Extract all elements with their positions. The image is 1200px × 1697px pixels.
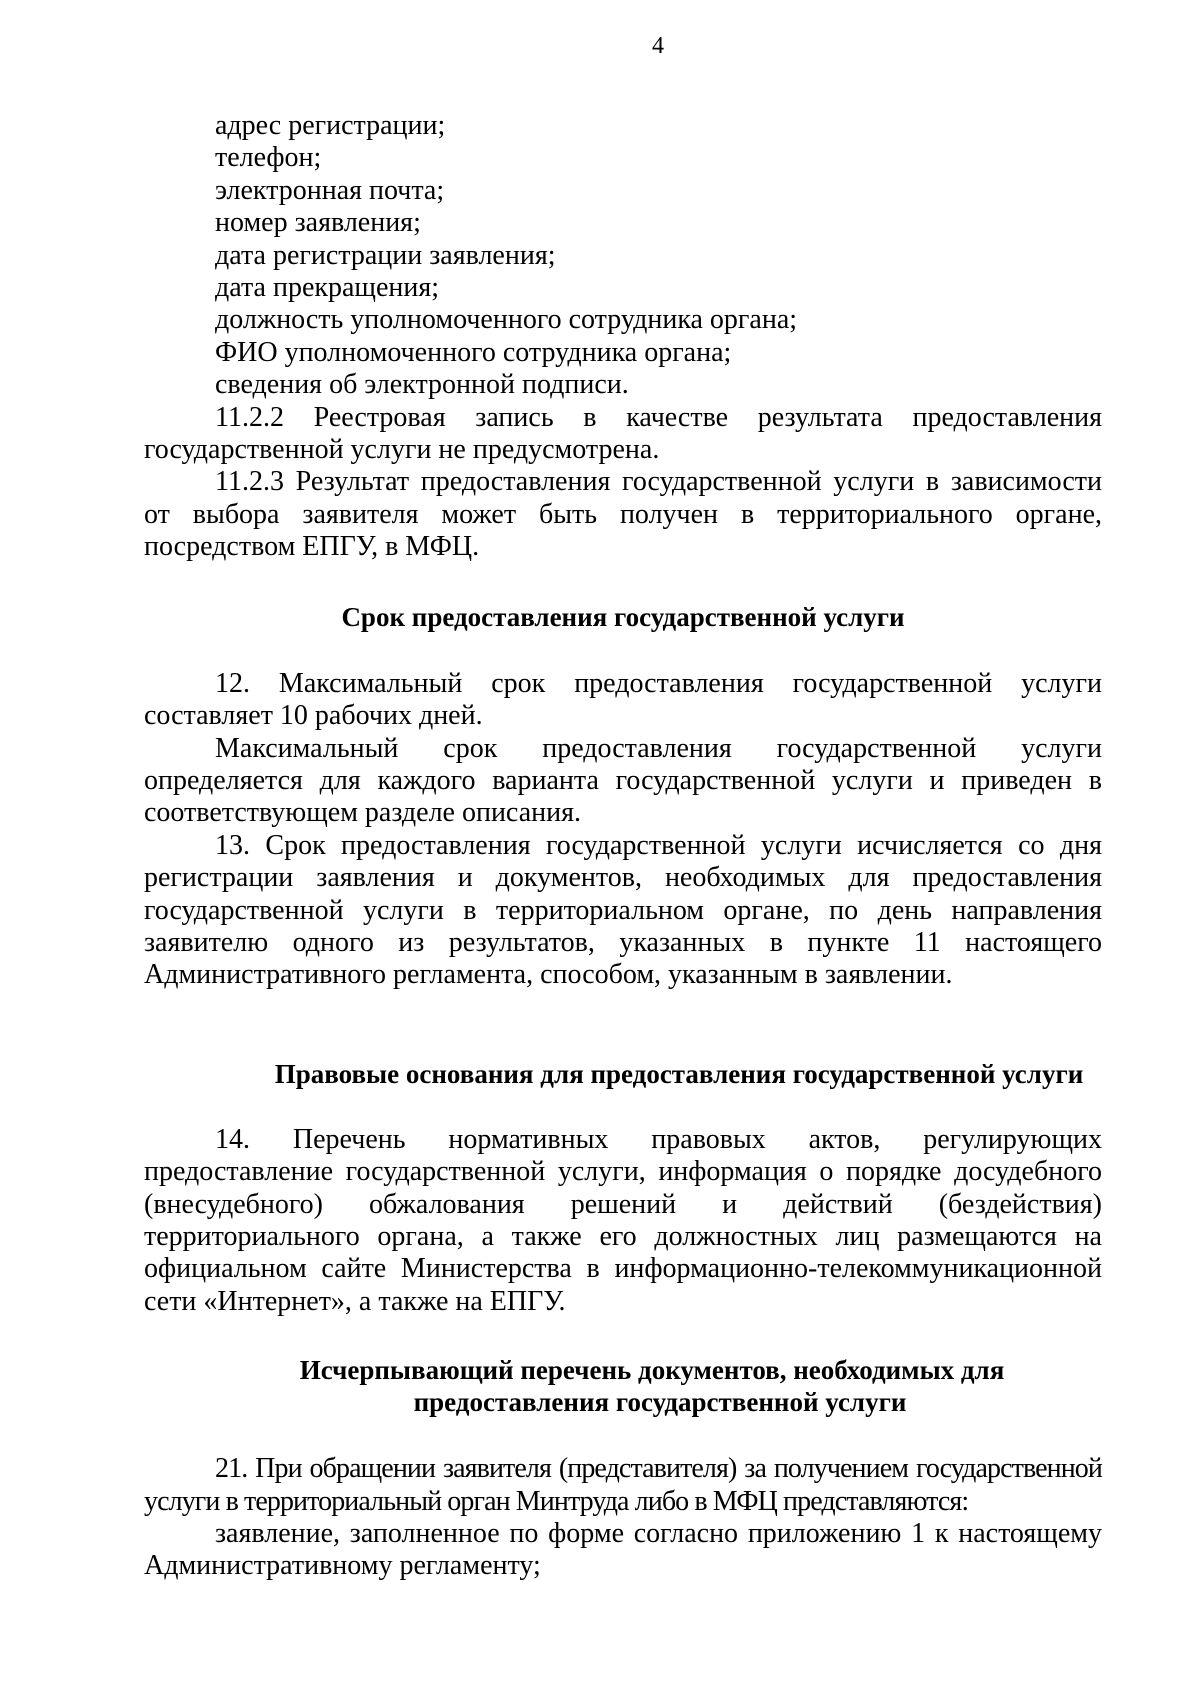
paragraph-application-form: заявление, заполненное по форме согласно приложению 1 к настоящему Административному регламенту; bbox=[144, 1518, 1102, 1582]
paragraph-21: 21. При обращении заявителя (представителя) за получением государственной услуги в территориальный орган Минтруда либо в МФЦ представляются: bbox=[144, 1453, 1102, 1517]
field-list bbox=[144, 110, 1102, 402]
list-item: дата регистрации заявления; bbox=[215, 239, 556, 271]
page-content bbox=[144, 110, 1102, 1583]
list-item: ФИО уполномоченного сотрудника органа; bbox=[215, 336, 732, 368]
section-heading-documents-list bbox=[144, 1354, 1102, 1418]
heading-line: предоставления государственной услуги bbox=[413, 1387, 907, 1418]
paragraph-12-max-term: Максимальный срок предоставления государственной услуги определяется для каждого варианта государственной услуги и приведен в соответствующем разделе описания. bbox=[144, 732, 1102, 829]
list-item: телефон; bbox=[215, 142, 322, 174]
list-item: дата прекращения; bbox=[215, 272, 440, 304]
section-heading-legal-basis: Правовые основания для предоставления государственной услуги bbox=[274, 1058, 1084, 1089]
list-item: номер заявления; bbox=[215, 207, 421, 239]
heading-line: Исчерпывающий перечень документов, необходимых для bbox=[299, 1355, 1005, 1386]
list-item: должность уполномоченного сотрудника органа; bbox=[215, 304, 798, 336]
paragraph-12: 12. Максимальный срок предоставления государственной услуги составляет 10 рабочих дней. bbox=[144, 667, 1102, 732]
list-item: электронная почта; bbox=[215, 174, 445, 206]
paragraph-11-2-2: 11.2.2 Реестровая запись в качестве результата предоставления государственной услуги не предусмотрена. bbox=[144, 401, 1102, 466]
page-number: 4 bbox=[652, 33, 664, 59]
paragraph-14: 14. Перечень нормативных правовых актов, регулирующих предоставление государственной услуги, информация о порядке досудебного (внесудебного) обжалования решений и действий (бездействия) территориального органа, а также его должностных лиц размещаются на официальном сайте Министерства в информационно-телекоммуникационной сети «Интернет», а также на ЕПГУ. bbox=[144, 1123, 1102, 1317]
list-item: сведения об электронной подписи. bbox=[215, 369, 629, 401]
section-heading-term: Срок предоставления государственной услуги bbox=[341, 601, 905, 632]
paragraph-13: 13. Срок предоставления государственной услуги исчисляется со дня регистрации заявления и документов, необходимых для предоставления государственной услуги в территориальном органе, по день направления заявителю одного из результатов, указанных в пункте 11 настоящего Административного регламента, способом, указанным в заявлении. bbox=[144, 829, 1102, 991]
list-item: адрес регистрации; bbox=[215, 110, 446, 141]
paragraph-11-2-3: 11.2.3 Результат предоставления государственной услуги в зависимости от выбора заявителя может быть получен в территориального органе, посредством ЕПГУ, в МФЦ. bbox=[144, 466, 1102, 563]
